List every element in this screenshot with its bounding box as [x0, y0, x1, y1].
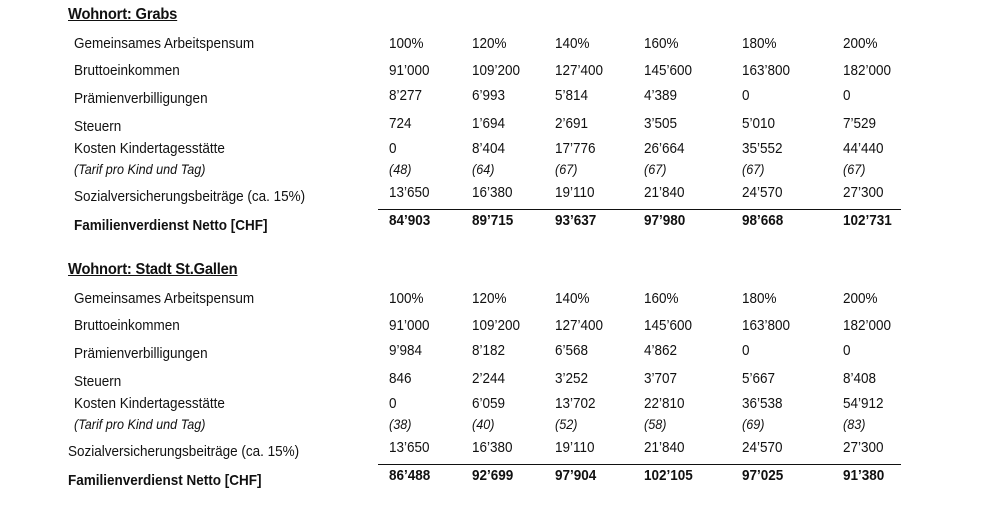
cell: 86’488 [389, 467, 431, 484]
row-label: Familienverdienst Netto [CHF] [74, 217, 268, 234]
cell: 180% [742, 35, 777, 52]
section-heading: Wohnort: Grabs [68, 6, 178, 23]
cell: 13’650 [389, 439, 430, 456]
cell: 4’389 [644, 87, 678, 104]
cell: 0 [742, 342, 750, 359]
row-label: Bruttoeinkommen [74, 62, 180, 79]
total-divider [378, 209, 901, 210]
cell: (67) [843, 161, 866, 177]
row-label: Bruttoeinkommen [74, 317, 180, 334]
cell: 0 [843, 342, 851, 359]
cell: 3’505 [644, 115, 678, 132]
row-total [0, 212, 1000, 234]
row-label: Prämienverbilligungen [74, 345, 208, 362]
cell: 93’637 [555, 212, 597, 229]
cell: 145’600 [644, 317, 693, 334]
cell: (67) [644, 161, 667, 177]
row-arbeitspensum [0, 35, 1000, 57]
row-label: Kosten Kindertagesstätte [74, 140, 225, 157]
cell: 16’380 [472, 184, 513, 201]
cell: 7’529 [843, 115, 877, 132]
cell: 8’404 [472, 140, 506, 157]
cell: 6’059 [472, 395, 506, 412]
section-heading: Wohnort: Stadt St.Gallen [68, 261, 238, 278]
cell: 3’252 [555, 370, 589, 387]
cell: 2’244 [472, 370, 506, 387]
cell: 163’800 [742, 62, 791, 79]
cell: 109’200 [472, 62, 521, 79]
row-label: Sozialversicherungsbeiträge (ca. 15%) [68, 443, 300, 460]
row-label: Steuern [74, 118, 122, 135]
cell: 5’814 [555, 87, 589, 104]
cell: 91’000 [389, 62, 430, 79]
cell: 98’668 [742, 212, 784, 229]
cell: 13’702 [555, 395, 596, 412]
cell: (40) [472, 416, 495, 432]
cell: 2’691 [555, 115, 589, 132]
row-total [0, 467, 1000, 489]
row-kosten-kita [0, 395, 1000, 417]
section-grabs [0, 0, 1000, 250]
cell: 8’408 [843, 370, 877, 387]
cell: 5’667 [742, 370, 776, 387]
cell: 27’300 [843, 439, 884, 456]
row-label: (Tarif pro Kind und Tag) [74, 416, 206, 432]
row-label: Steuern [74, 373, 122, 390]
row-label: Sozialversicherungsbeiträge (ca. 15%) [74, 188, 306, 205]
cell: 102’731 [843, 212, 892, 229]
row-bruttoeinkommen [0, 62, 1000, 84]
row-label: (Tarif pro Kind und Tag) [74, 161, 206, 177]
cell: (67) [555, 161, 578, 177]
cell: 21’840 [644, 439, 685, 456]
cell: 0 [389, 140, 397, 157]
total-divider [378, 464, 901, 465]
cell: (52) [555, 416, 578, 432]
cell: 120% [472, 35, 507, 52]
row-bruttoeinkommen [0, 317, 1000, 339]
row-label: Prämienverbilligungen [74, 90, 208, 107]
cell: 97’025 [742, 467, 784, 484]
cell: 97’904 [555, 467, 597, 484]
cell: 182’000 [843, 317, 892, 334]
cell: (38) [389, 416, 412, 432]
cell: 724 [389, 115, 412, 132]
row-label: Gemeinsames Arbeitspensum [74, 290, 255, 307]
cell: 182’000 [843, 62, 892, 79]
row-kosten-kita [0, 140, 1000, 162]
cell: (48) [389, 161, 412, 177]
cell: 5’010 [742, 115, 776, 132]
row-label: Kosten Kindertagesstätte [74, 395, 225, 412]
cell: 846 [389, 370, 412, 387]
cell: 24’570 [742, 439, 783, 456]
cell: 0 [742, 87, 750, 104]
cell: (67) [742, 161, 765, 177]
cell: 13’650 [389, 184, 430, 201]
cell: 26’664 [644, 140, 685, 157]
cell: 160% [644, 290, 679, 307]
cell: 180% [742, 290, 777, 307]
cell: 36’538 [742, 395, 783, 412]
cell: 100% [389, 35, 424, 52]
cell: 91’000 [389, 317, 430, 334]
cell: (83) [843, 416, 866, 432]
row-tarif [0, 416, 1000, 438]
cell: 4’862 [644, 342, 678, 359]
cell: 8’277 [389, 87, 423, 104]
cell: 0 [389, 395, 397, 412]
cell: 19’110 [555, 184, 595, 201]
cell: 89’715 [472, 212, 514, 229]
cell: 6’568 [555, 342, 589, 359]
cell: 27’300 [843, 184, 884, 201]
cell: 44’440 [843, 140, 884, 157]
cell: 54’912 [843, 395, 884, 412]
cell: 160% [644, 35, 679, 52]
cell: 97’980 [644, 212, 686, 229]
cell: 140% [555, 290, 590, 307]
cell: 91’380 [843, 467, 885, 484]
cell: 8’182 [472, 342, 506, 359]
row-sozialversicherung [0, 184, 1000, 206]
row-arbeitspensum [0, 290, 1000, 312]
cell: 140% [555, 35, 590, 52]
cell: (64) [472, 161, 495, 177]
cell: 109’200 [472, 317, 521, 334]
cell: 6’993 [472, 87, 506, 104]
row-label: Gemeinsames Arbeitspensum [74, 35, 255, 52]
cell: 92’699 [472, 467, 514, 484]
cell: 19’110 [555, 439, 595, 456]
cell: (69) [742, 416, 765, 432]
cell: 200% [843, 290, 878, 307]
cell: 24’570 [742, 184, 783, 201]
cell: 84’903 [389, 212, 431, 229]
cell: 163’800 [742, 317, 791, 334]
cell: 145’600 [644, 62, 693, 79]
cell: 102’105 [644, 467, 693, 484]
row-label: Familienverdienst Netto [CHF] [68, 472, 262, 489]
cell: 127’400 [555, 62, 604, 79]
cell: 35’552 [742, 140, 783, 157]
cell: (58) [644, 416, 667, 432]
cell: 3’707 [644, 370, 678, 387]
cell: 9’984 [389, 342, 423, 359]
cell: 100% [389, 290, 424, 307]
cell: 0 [843, 87, 851, 104]
row-sozialversicherung [0, 439, 1000, 461]
row-praemienverbilligungen [0, 87, 1000, 109]
cell: 17’776 [555, 140, 596, 157]
section-st-gallen [0, 255, 1000, 505]
cell: 127’400 [555, 317, 604, 334]
cell: 16’380 [472, 439, 513, 456]
row-steuern [0, 370, 1000, 392]
cell: 1’694 [472, 115, 506, 132]
row-praemienverbilligungen [0, 342, 1000, 364]
cell: 21’840 [644, 184, 685, 201]
row-tarif [0, 161, 1000, 183]
cell: 22’810 [644, 395, 685, 412]
row-steuern [0, 115, 1000, 137]
cell: 200% [843, 35, 878, 52]
cell: 120% [472, 290, 507, 307]
